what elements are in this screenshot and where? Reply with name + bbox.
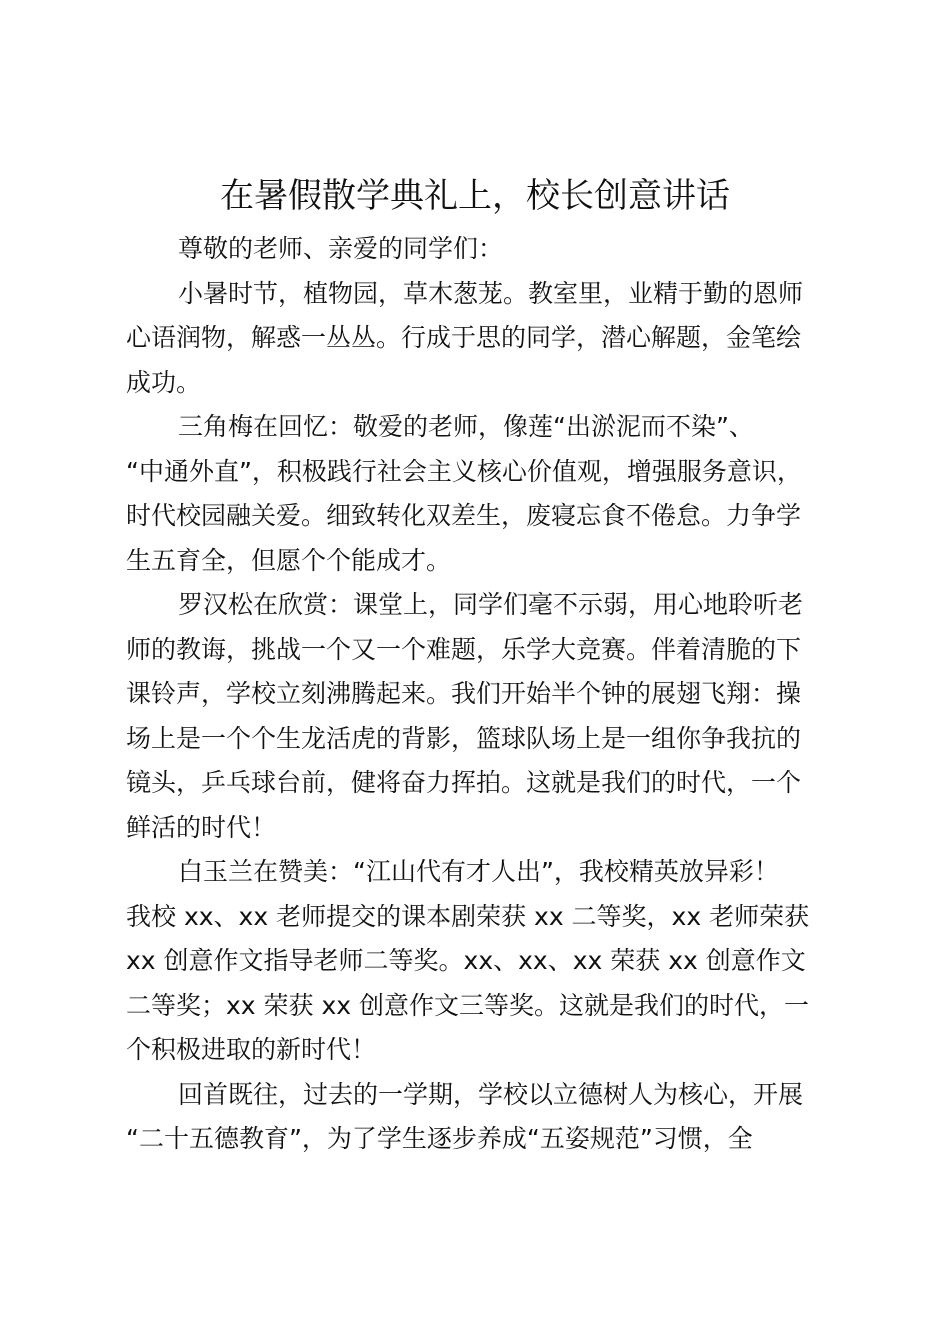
text-line: 师的教诲，挑战一个又一个难题，乐学大竞赛。伴着清脆的下: [126, 634, 802, 664]
text-line: 尊敬的老师、亲爱的同学们：: [178, 234, 504, 263]
text-line: “二十五德教育”，为了学生逐步养成“五姿规范”习惯，全: [126, 1124, 753, 1153]
text-line: “中通外直”，积极践行社会主义核心价值观，增强服务意识，: [126, 456, 802, 486]
text-line: xx 创意作文指导老师二等奖。xx、xx、xx 荣获 xx 创意作文: [126, 946, 806, 975]
document-body: [126, 227, 834, 1162]
text-line: 二等奖；xx 荣获 xx 创意作文三等奖。这就是我们的时代，一: [126, 990, 810, 1020]
text-line: 镜头，乒乓球台前，健将奋力挥拍。这就是我们的时代，一个: [126, 768, 802, 797]
text-line: 生五育全，但愿个个能成才。: [126, 545, 452, 575]
text-line: 我校 xx、xx 老师提交的课本剧荣获 xx 二等奖，xx 老师荣获: [126, 901, 810, 931]
text-line: 小暑时节，植物园，草木葱茏。教室里，业精于勤的恩师: [178, 278, 804, 308]
text-line: 白玉兰在赞美：“江山代有才人出”，我校精英放异彩！: [178, 857, 779, 886]
text-line: 课铃声，学校立刻沸腾起来。我们开始半个钟的展翅飞翔：操: [126, 679, 802, 708]
text-line: 时代校园融关爱。细致转化双差生，废寝忘食不倦怠。力争学: [126, 501, 802, 530]
text-line: 回首既往，过去的一学期，学校以立德树人为核心，开展: [178, 1079, 804, 1109]
text-line: 罗汉松在欣赏：课堂上，同学们毫不示弱，用心地聆听老: [178, 590, 804, 619]
text-line: 个积极进取的新时代！: [126, 1035, 377, 1064]
text-line: 鲜活的时代！: [126, 812, 277, 842]
document-title: 在暑假散学典礼上，校长创意讲话: [220, 176, 730, 216]
text-line: 成功。: [126, 367, 202, 397]
text-line: 三角梅在回忆：敬爱的老师，像莲“出淤泥而不染”、: [178, 412, 754, 441]
text-line: 场上是一个个生龙活虎的背影，篮球队场上是一组你争我抗的: [126, 723, 802, 753]
text-line: 心语润物，解惑一丛丛。行成于思的同学，潜心解题，金笔绘: [126, 323, 802, 352]
